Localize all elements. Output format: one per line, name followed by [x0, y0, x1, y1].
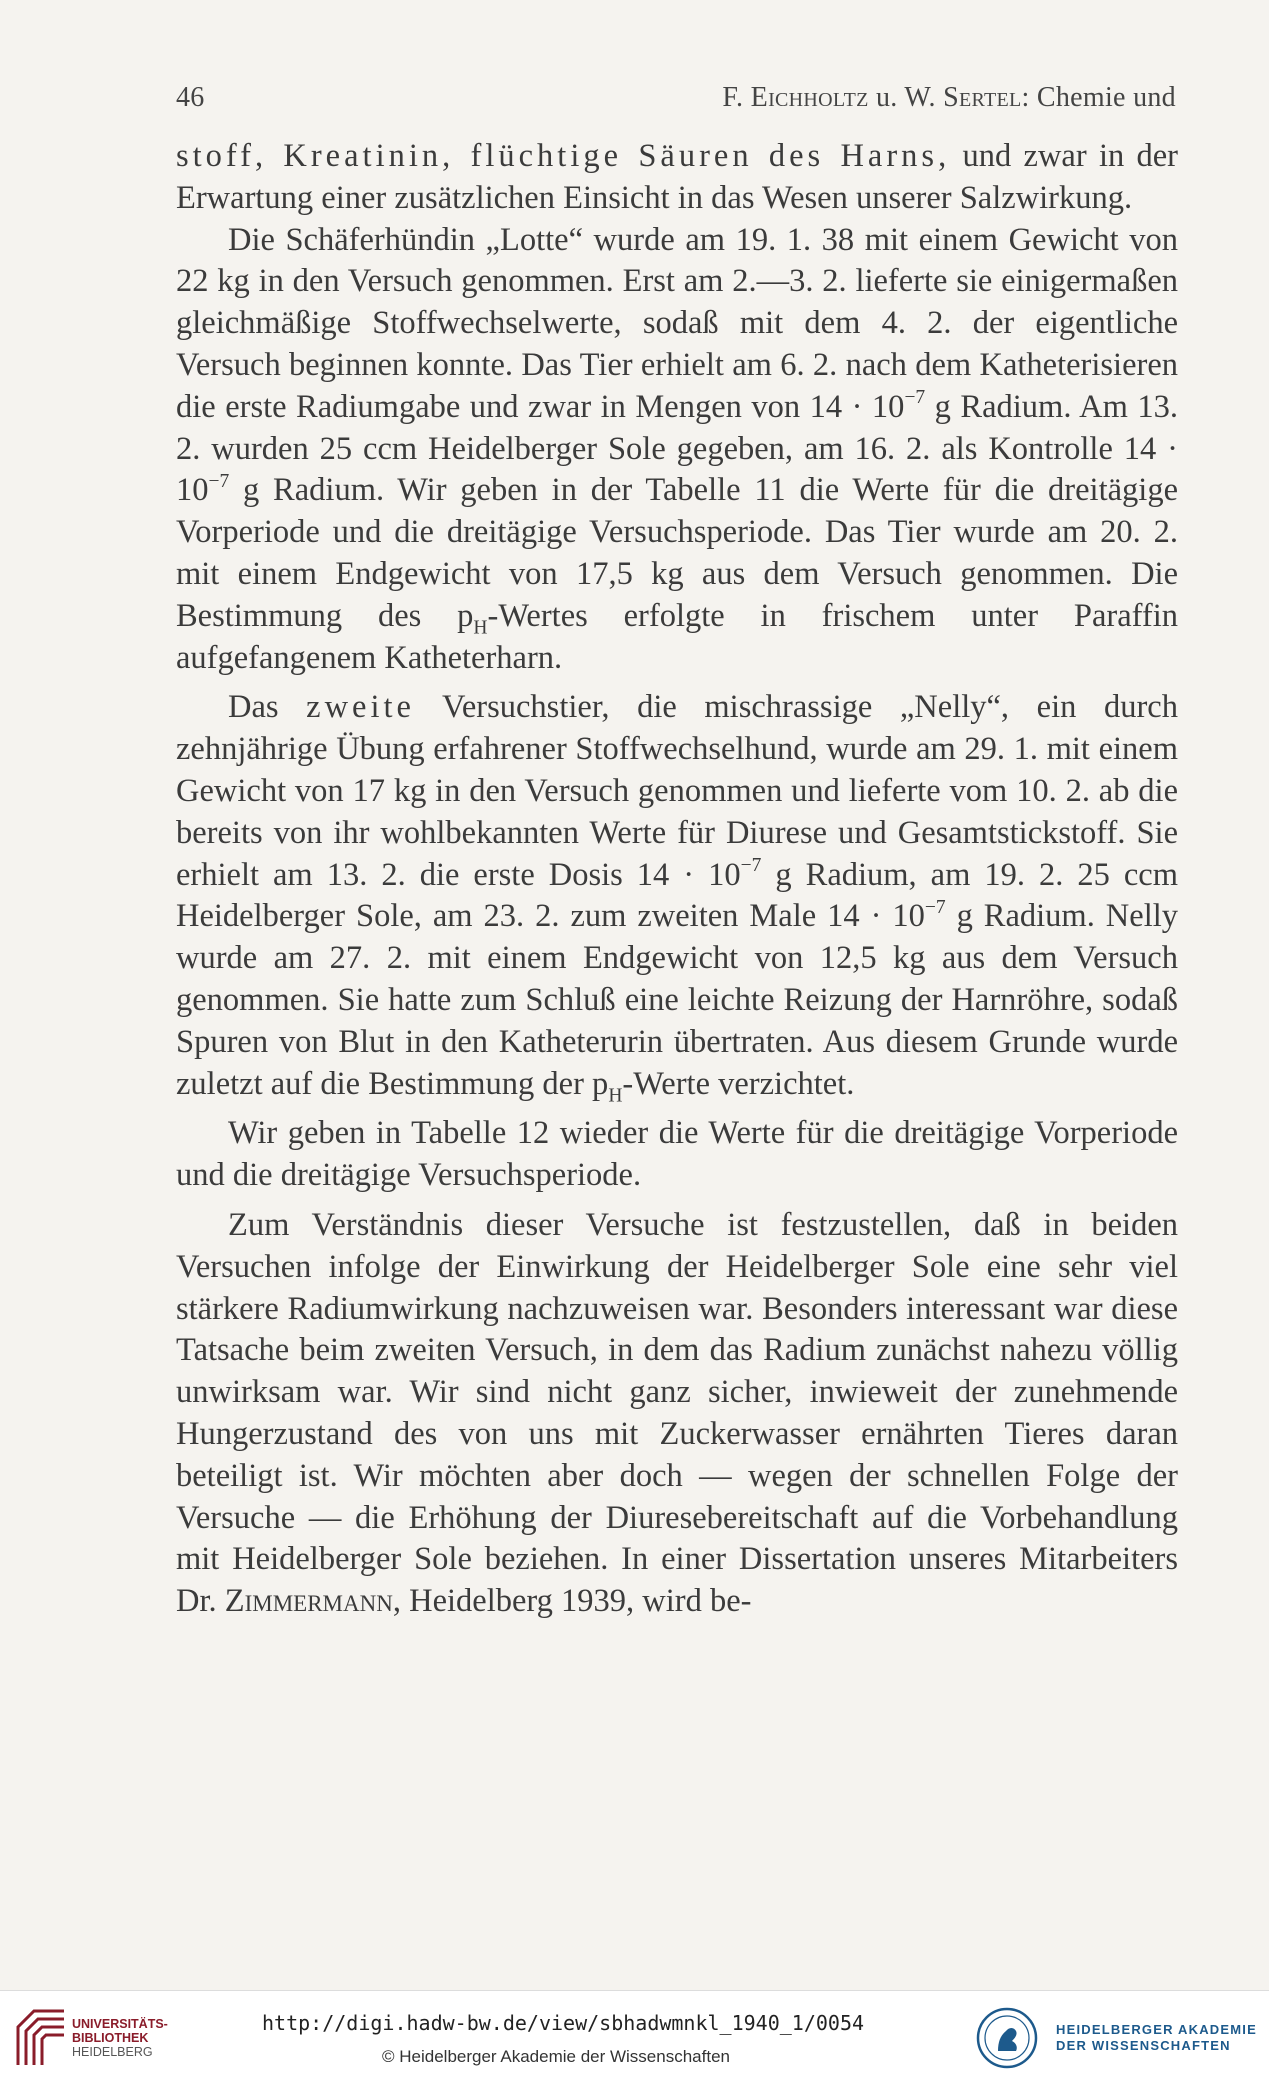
body-text: [176, 136, 1178, 1623]
running-title: F. Eichholtz u. W. Sertel: Chemie und: [722, 82, 1176, 113]
author-name: Zimmermann: [224, 1583, 393, 1620]
author-name: Eichholtz: [750, 82, 869, 113]
digitization-footer: [0, 1990, 1269, 2085]
running-header: [176, 82, 1176, 122]
paragraph: Zum Verständnis dieser Versuche ist festzustellen, daß in beiden Versuchen infolge der Einwirkung der Heidelberger Sole eine sehr viel stärkere Radiumwirkung nachzuweisen war. Besonders interessant war diese Tatsache beim zweiten Versuch, in dem das Radium zunächst nahezu völlig unwirksam war. Wir sind nicht ganz sicher, inwieweit der zunehmende Hungerzustand des von uns mit Zuckerwasser ernährten Tieres daran beteiligt ist. Wir möchten aber doch — wegen der schnellen Folge der Versuche — die Erhöhung der Diuresebereitschaft auf die Vorbehandlung mit Heidelberger Sole beziehen. In einer Dissertation unseres Mitarbeiters Dr. Zimmermann, Heidelberg 1939, wird be-: [176, 1206, 1178, 1620]
university-library-name: UNIVERSITÄTS- BIBLIOTHEK HEIDELBERG: [72, 2017, 168, 2059]
university-library-logo-icon: [12, 2005, 70, 2069]
paragraph: Wir geben in Tabelle 12 wieder die Werte für die dreitägige Vorperiode und die dreitägige Versuchsperiode.: [176, 1115, 1178, 1194]
academy-name: HEIDELBERGER AKADEMIE DER WISSENSCHAFTEN: [1056, 2022, 1257, 2053]
academy-seal-icon: [976, 2007, 1038, 2069]
page-number: 46: [176, 82, 205, 113]
copyright-notice: © Heidelberger Akademie der Wissenschaften: [382, 2047, 730, 2066]
permalink[interactable]: http://digi.hadw-bw.de/view/sbhadwmnkl_1940_1/0054: [262, 2011, 865, 2035]
paragraph: Die Schäferhündin „Lotte“ wurde am 19. 1. 38 mit einem Gewicht von 22 kg in den Versuch genommen. Erst am 2.—3. 2. lieferte sie einigermaßen gleichmäßige Stoffwechselwerte, sodaß mit dem 4. 2. der eigentliche Versuch beginnen konnte. Das Tier erhielt am 6. 2. nach dem Katheterisieren die erste Radiumgabe und zwar in Mengen von $14 \cdot 10^{-7}$ g Radium. Am 13. 2. wurden 25 ccm Heidelberger Sole gegeben, am 16. 2. als Kontrolle $14 \cdot 10^{-7}$ g Radium. Wir geben in der Tabelle 11 die Werte für die dreitägige Vorperiode und die dreitägige Versuchsperiode. Das Tier wurde am 20. 2. mit einem Endgewicht von 17,5 kg aus dem Versuch genommen. Die Bestimmung des $p_H$-Wertes erfolgte in frischem unter Paraffin aufgefangenem Katheterharn.: [176, 221, 1179, 676]
paragraph: stoff, Kreatinin, flüchtige Säuren des Harns, und zwar in der Erwartung einer zusätzlichen Einsicht in das Wesen unserer Salzwirkung.: [176, 138, 1178, 216]
paragraph: Das zweite Versuchstier, die mischrassige „Nelly“, ein durch zehnjährige Übung erfahrener Stoffwechselhund, wurde am 29. 1. mit einem Gewicht von 17 kg in den Versuch genommen und lieferte vom 10. 2. ab die bereits von ihr wohlbekannten Werte für Diurese und Gesamtstickstoff. Sie erhielt am 13. 2. die erste Dosis $14 \cdot 10^{-7}$ g Radium, am 19. 2. 25 ccm Heidelberger Sole, am 23. 2. zum zweiten Male $14 \cdot 10^{-7}$ g Radium. Nelly wurde am 27. 2. mit einem Endgewicht von 12,5 kg aus dem Versuch genommen. Sie hatte zum Schluß eine leichte Reizung der Harnröhre, sodaß Spuren von Blut in den Katheterurin übertraten. Aus diesem Grunde wurde zuletzt auf die Bestimmung der $p_H$-Werte verzichtet.: [176, 689, 1179, 1107]
author-name: Sertel: [943, 82, 1022, 113]
